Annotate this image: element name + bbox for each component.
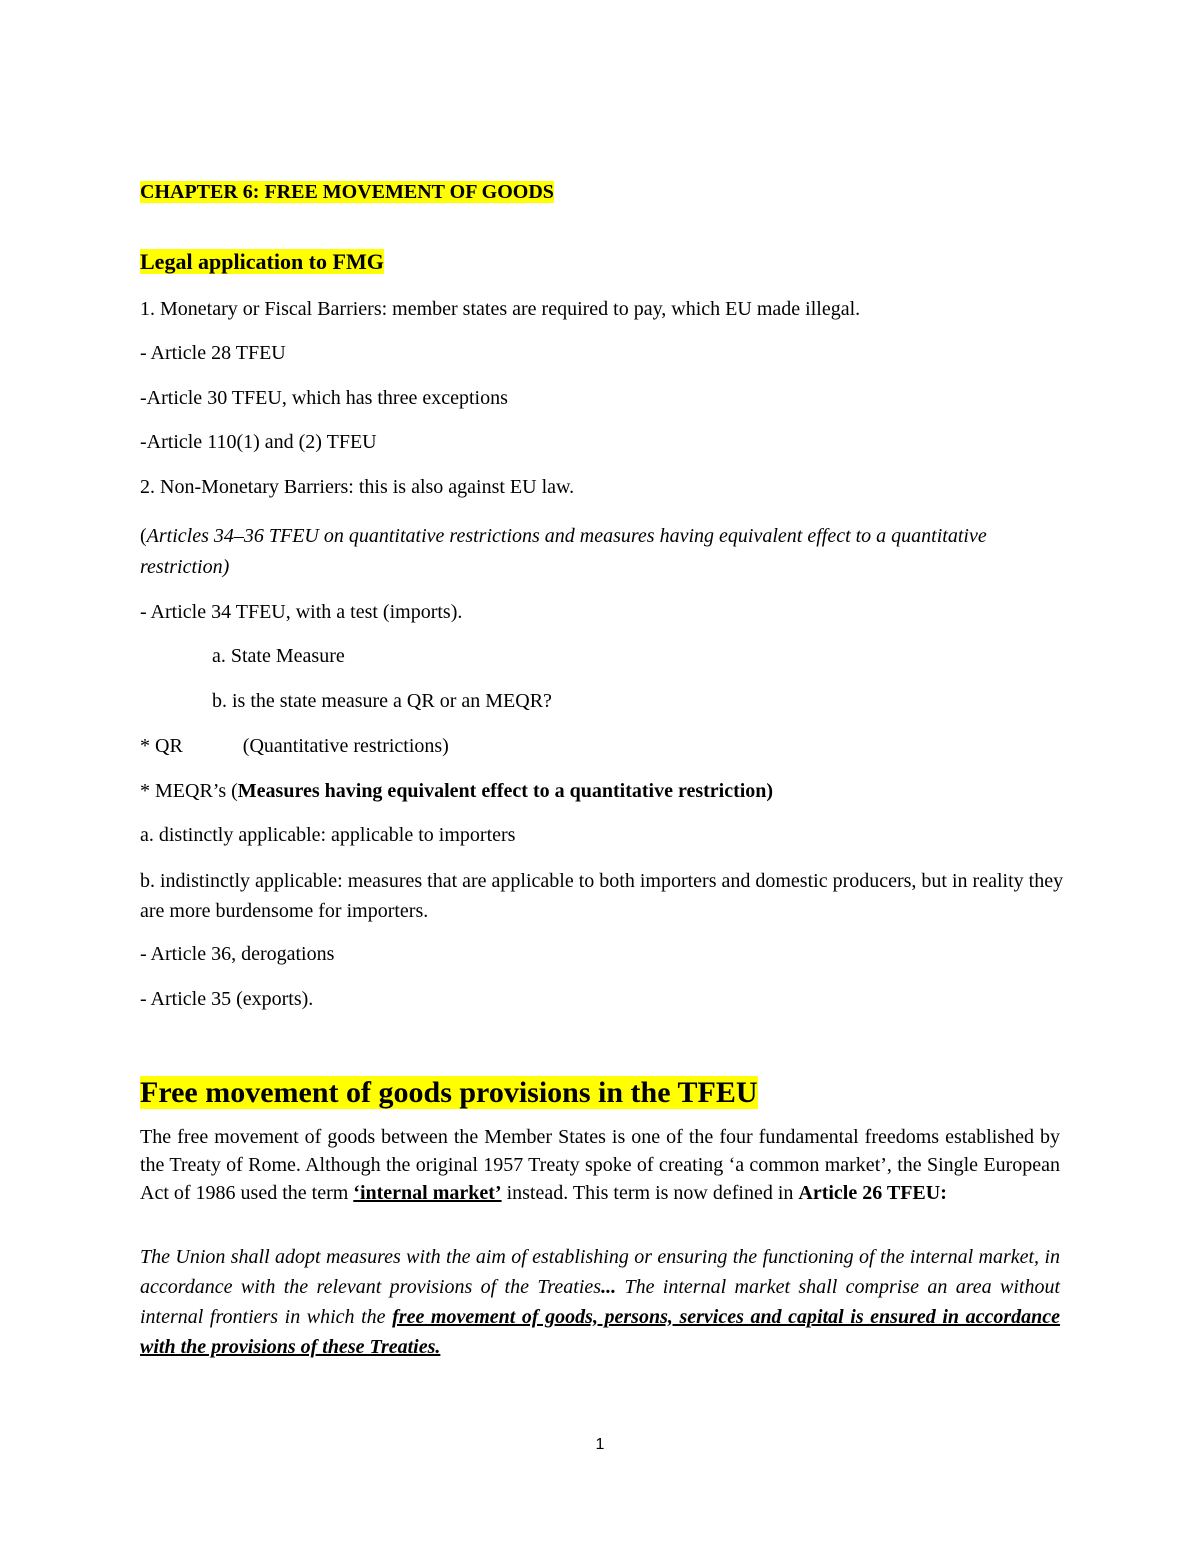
qr-label: * QR — [140, 735, 183, 757]
item-distinctly-applicable: a. distinctly applicable: applicable to importers — [140, 824, 516, 846]
articles-note-text: Articles 34–36 TFEU on quantitative restrictions and measures having equivalent effect to a quantitative restriction) — [140, 525, 987, 578]
sub-item-state-measure: a. State Measure — [212, 645, 345, 667]
list-item-article-34: - Article 34 TFEU, with a test (imports). — [140, 601, 463, 623]
meqr-label: * MEQR’s ( — [140, 780, 238, 802]
qr-definition: (Quantitative restrictions) — [242, 735, 449, 757]
list-item-article-36: - Article 36, derogations — [140, 943, 335, 965]
quote-text-2: The internal market shall comprise an area without internal frontiers in which the — [140, 1276, 1060, 1328]
meqr-definition: Measures having equivalent effect to a quantitative restriction) — [237, 780, 774, 802]
list-item-article-35: - Article 35 (exports). — [140, 988, 314, 1010]
section-heading-tfeu-provisions: Free movement of goods provisions in the TFEU — [140, 1076, 758, 1109]
article-26-reference: Article 26 TFEU: — [798, 1182, 947, 1204]
paragraph-text-1: The free movement of goods between the Member States is one of the four fundamental freedoms established by the Treaty of Rome. Although the original 1957 Treaty spoke of creating ‘a common market’, the Single European Act of 1986 used the term — [140, 1126, 1060, 1204]
section-heading-legal-application: Legal application to FMG — [140, 249, 384, 274]
list-item-article-30: -Article 30 TFEU, which has three exceptions — [140, 387, 508, 409]
paragraph-internal-market — [140, 1123, 1060, 1207]
item-indistinctly-applicable: b. indistinctly applicable: measures that are applicable to both importers and domestic producers, but in reality they are more burdensome for importers. — [140, 870, 1064, 922]
articles-note — [140, 521, 1040, 583]
chapter-heading: CHAPTER 6: FREE MOVEMENT OF GOODS — [140, 181, 554, 203]
article-26-quote — [140, 1242, 1060, 1362]
list-item-article-110: -Article 110(1) and (2) TFEU — [140, 431, 377, 453]
quote-text-1: The Union shall adopt measures with the aim of establishing or ensuring the functioning of the internal market, in accordance with the relevant provisions of the Treaties — [140, 1246, 1060, 1298]
quote-emphasis: free movement of goods, persons, services and capital is ensured in accordance with the provisions of these Treaties. — [140, 1306, 1060, 1358]
articles-note-paren: ( — [140, 525, 147, 547]
sub-item-qr-or-meqr: b. is the state measure a QR or an MEQR? — [212, 690, 552, 712]
definition-qr — [140, 732, 449, 760]
quote-ellipsis: ... — [601, 1276, 617, 1298]
list-item-monetary-barriers: 1. Monetary or Fiscal Barriers: member states are required to pay, which EU made illegal. — [140, 298, 861, 320]
paragraph-text-2: instead. This term is now defined in — [501, 1182, 799, 1204]
list-item-non-monetary-barriers: 2. Non-Monetary Barriers: this is also against EU law. — [140, 476, 575, 498]
internal-market-term: ‘internal market’ — [353, 1182, 502, 1204]
page-number: 1 — [595, 1436, 605, 1453]
list-item-article-28: - Article 28 TFEU — [140, 342, 286, 364]
definition-meqr — [140, 777, 773, 805]
